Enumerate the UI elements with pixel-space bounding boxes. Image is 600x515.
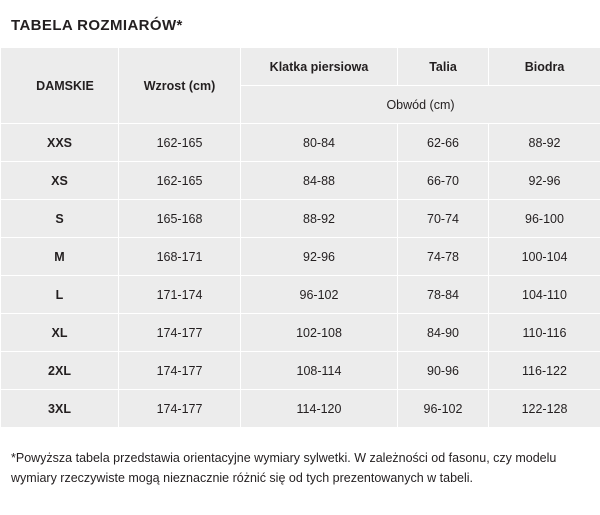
cell-waist: 66-70 [398,162,489,200]
cell-chest: 102-108 [241,314,398,352]
page-title: TABELA ROZMIARÓW* [11,17,183,34]
cell-hips: 96-100 [489,200,600,238]
table-row [1,276,600,314]
cell-chest: 92-96 [241,238,398,276]
cell-waist: 90-96 [398,352,489,390]
cell-size: 2XL [1,352,119,390]
header-cell-size: DAMSKIE [1,48,119,124]
cell-hips: 92-96 [489,162,600,200]
cell-chest: 80-84 [241,124,398,162]
cell-waist: 62-66 [398,124,489,162]
cell-hips: 104-110 [489,276,600,314]
header-cell-hips: Biodra [489,48,600,86]
cell-size: S [1,200,119,238]
header-cell-height: Wzrost (cm) [119,48,241,124]
header-cell-chest: Klatka piersiowa [241,48,398,86]
cell-size: XL [1,314,119,352]
cell-chest: 84-88 [241,162,398,200]
cell-waist: 78-84 [398,276,489,314]
table-row [1,238,600,276]
cell-size: M [1,238,119,276]
table-row [1,390,600,428]
cell-height: 168-171 [119,238,241,276]
table-row [1,314,600,352]
header-cell-circumference: Obwód (cm) [241,86,600,124]
cell-chest: 108-114 [241,352,398,390]
cell-height: 171-174 [119,276,241,314]
cell-chest: 114-120 [241,390,398,428]
cell-hips: 116-122 [489,352,600,390]
cell-hips: 110-116 [489,314,600,352]
cell-chest: 88-92 [241,200,398,238]
cell-size: 3XL [1,390,119,428]
cell-height: 162-165 [119,124,241,162]
cell-height: 174-177 [119,314,241,352]
cell-size: L [1,276,119,314]
cell-height: 174-177 [119,352,241,390]
cell-waist: 96-102 [398,390,489,428]
header-cell-waist: Talia [398,48,489,86]
cell-hips: 88-92 [489,124,600,162]
cell-chest: 96-102 [241,276,398,314]
cell-waist: 84-90 [398,314,489,352]
footnote-text: *Powyższa tabela przedstawia orientacyjne wymiary sylwetki. W zależności od fasonu, czy modelu wymiary rzeczywiste mogą nieznacznie różnić się od tych prezentowanych w tabeli. [11,451,557,485]
table-row [1,124,600,162]
cell-waist: 74-78 [398,238,489,276]
cell-height: 174-177 [119,390,241,428]
cell-hips: 122-128 [489,390,600,428]
cell-size: XS [1,162,119,200]
size-table [0,47,600,428]
table-row [1,162,600,200]
cell-size: XXS [1,124,119,162]
cell-hips: 100-104 [489,238,600,276]
cell-waist: 70-74 [398,200,489,238]
table-row [1,200,600,238]
cell-height: 165-168 [119,200,241,238]
table-row [1,352,600,390]
table-header-row-measures [1,48,600,86]
cell-height: 162-165 [119,162,241,200]
